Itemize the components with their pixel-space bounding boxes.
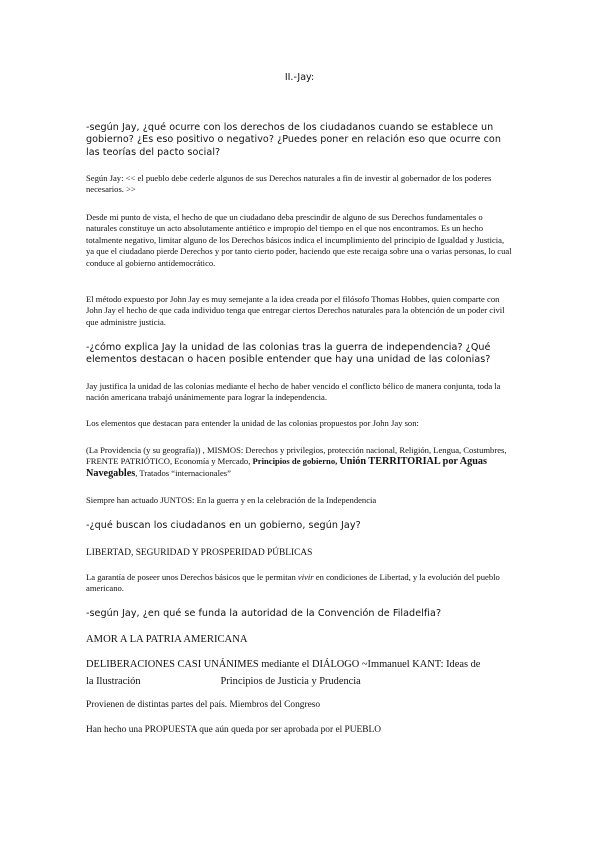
question-4: -según Jay, ¿en qué se funda la autoridad de la Convención de Filadelfia? — [86, 608, 442, 619]
answer-4-deliberations — [86, 657, 514, 690]
answer-2-unity: Jay justifica la unidad de las colonias mediante el hecho de haber vencido el conflicto bélico de manera conjunta, toda la nación americana trabajó unánimemente para lograr la independencia. — [86, 381, 501, 403]
elements-list-treaties: , Tratados “internacionales” — [135, 467, 231, 478]
elements-list-bold-principles: Principios de gobierno, — [252, 456, 338, 467]
answer-4-proposal: Han hecho una PROPUESTA que aún queda por ser aprobada por el PUEBLO — [86, 725, 382, 735]
answer-1-hobbes: El método expuesto por John Jay es muy semejante a la idea creada por el filósofo Thomas Hobbes, quien comparte con John Jay el hecho de que cada individuo tenga que entregar ciertos Derechos naturales para la obtención de un poder civil que administre justicia. — [86, 294, 505, 327]
guarantee-text: La garantía de poseer unos Derechos básicos que le permitan — [86, 572, 298, 582]
guarantee-text-end: en condiciones de Libertad, y la evolución del pueblo americano. — [86, 572, 500, 594]
question-1: -según Jay, ¿qué ocurre con los derechos de los ciudadanos cuando se establece un gobierno? ¿Es eso positivo o negativo? ¿Puedes poner en relación eso que ocurre con las teorías del pacto social? — [86, 122, 501, 158]
deliberations-line2-left: la Ilustración — [86, 675, 141, 687]
question-3: -¿qué buscan los ciudadanos en un gobierno, según Jay? — [86, 520, 361, 531]
answer-4-heading: AMOR A LA PATRIA AMERICANA — [86, 634, 248, 645]
elements-list-text: (La Providencia (y su geografía)) , MISMOS: Derechos y privilegios, protección nacional, Religión, Lengua, Costumbres, FRENTE PATRIÓTICO, Economía y Mercado, — [86, 445, 507, 467]
document-title: II.-Jay: — [284, 72, 315, 83]
answer-2-elements-list — [86, 445, 514, 479]
answer-2-elements-intro: Los elementos que destacan para entender la unidad de las colonias propuestos por John Jay son: — [86, 418, 419, 428]
answer-1-opinion: Desde mi punto de vista, el hecho de que un ciudadano deba prescindir de alguno de sus Derechos fundamentales o naturales constituye un acto absolutamente antiético e impropio del tiempo en el que nos encontramos. Es un hecho totalmente negativo, limitar alguno de los Derechos básicos indica el incumplimiento del principio de Igualdad y Justicia, ya que el ciudadano pierde Derechos y por tanto cierto poder, haciendo que este recaiga sobre una o varias personas, lo cual conduce al gobierno antidemocrático. — [86, 212, 512, 268]
answer-4-origin: Provienen de distintas partes del país. Miembros del Congreso — [86, 700, 321, 710]
answer-3-guarantee — [86, 572, 514, 595]
guarantee-italic: vivir — [297, 572, 314, 582]
elements-list-bold-union: Unión TERRITORIAL por Aguas Navegables — [86, 456, 487, 479]
question-2: -¿cómo explica Jay la unidad de las colonias tras la guerra de independencia? ¿Qué elementos destacan o hacen posible entender que hay una unidad de las colonias? — [86, 342, 491, 366]
deliberations-line1: DELIBERACIONES CASI UNÁNIMES mediante el DIÁLOGO ~Immanuel KANT: Ideas de — [86, 659, 481, 670]
answer-3-values: LIBERTAD, SEGURIDAD Y PROSPERIDAD PÚBLICAS — [86, 548, 313, 558]
answer-1-quote: Según Jay: << el pueblo debe cederle algunos de sus Derechos naturales a fin de investir al gobernador de los poderes necesarios. >> — [86, 173, 492, 195]
answer-2-together: Siempre han actuado JUNTOS: En la guerra y en la celebración de la Independencia — [86, 495, 377, 505]
deliberations-line2-right: Principios de Justicia y Prudencia — [220, 675, 361, 687]
